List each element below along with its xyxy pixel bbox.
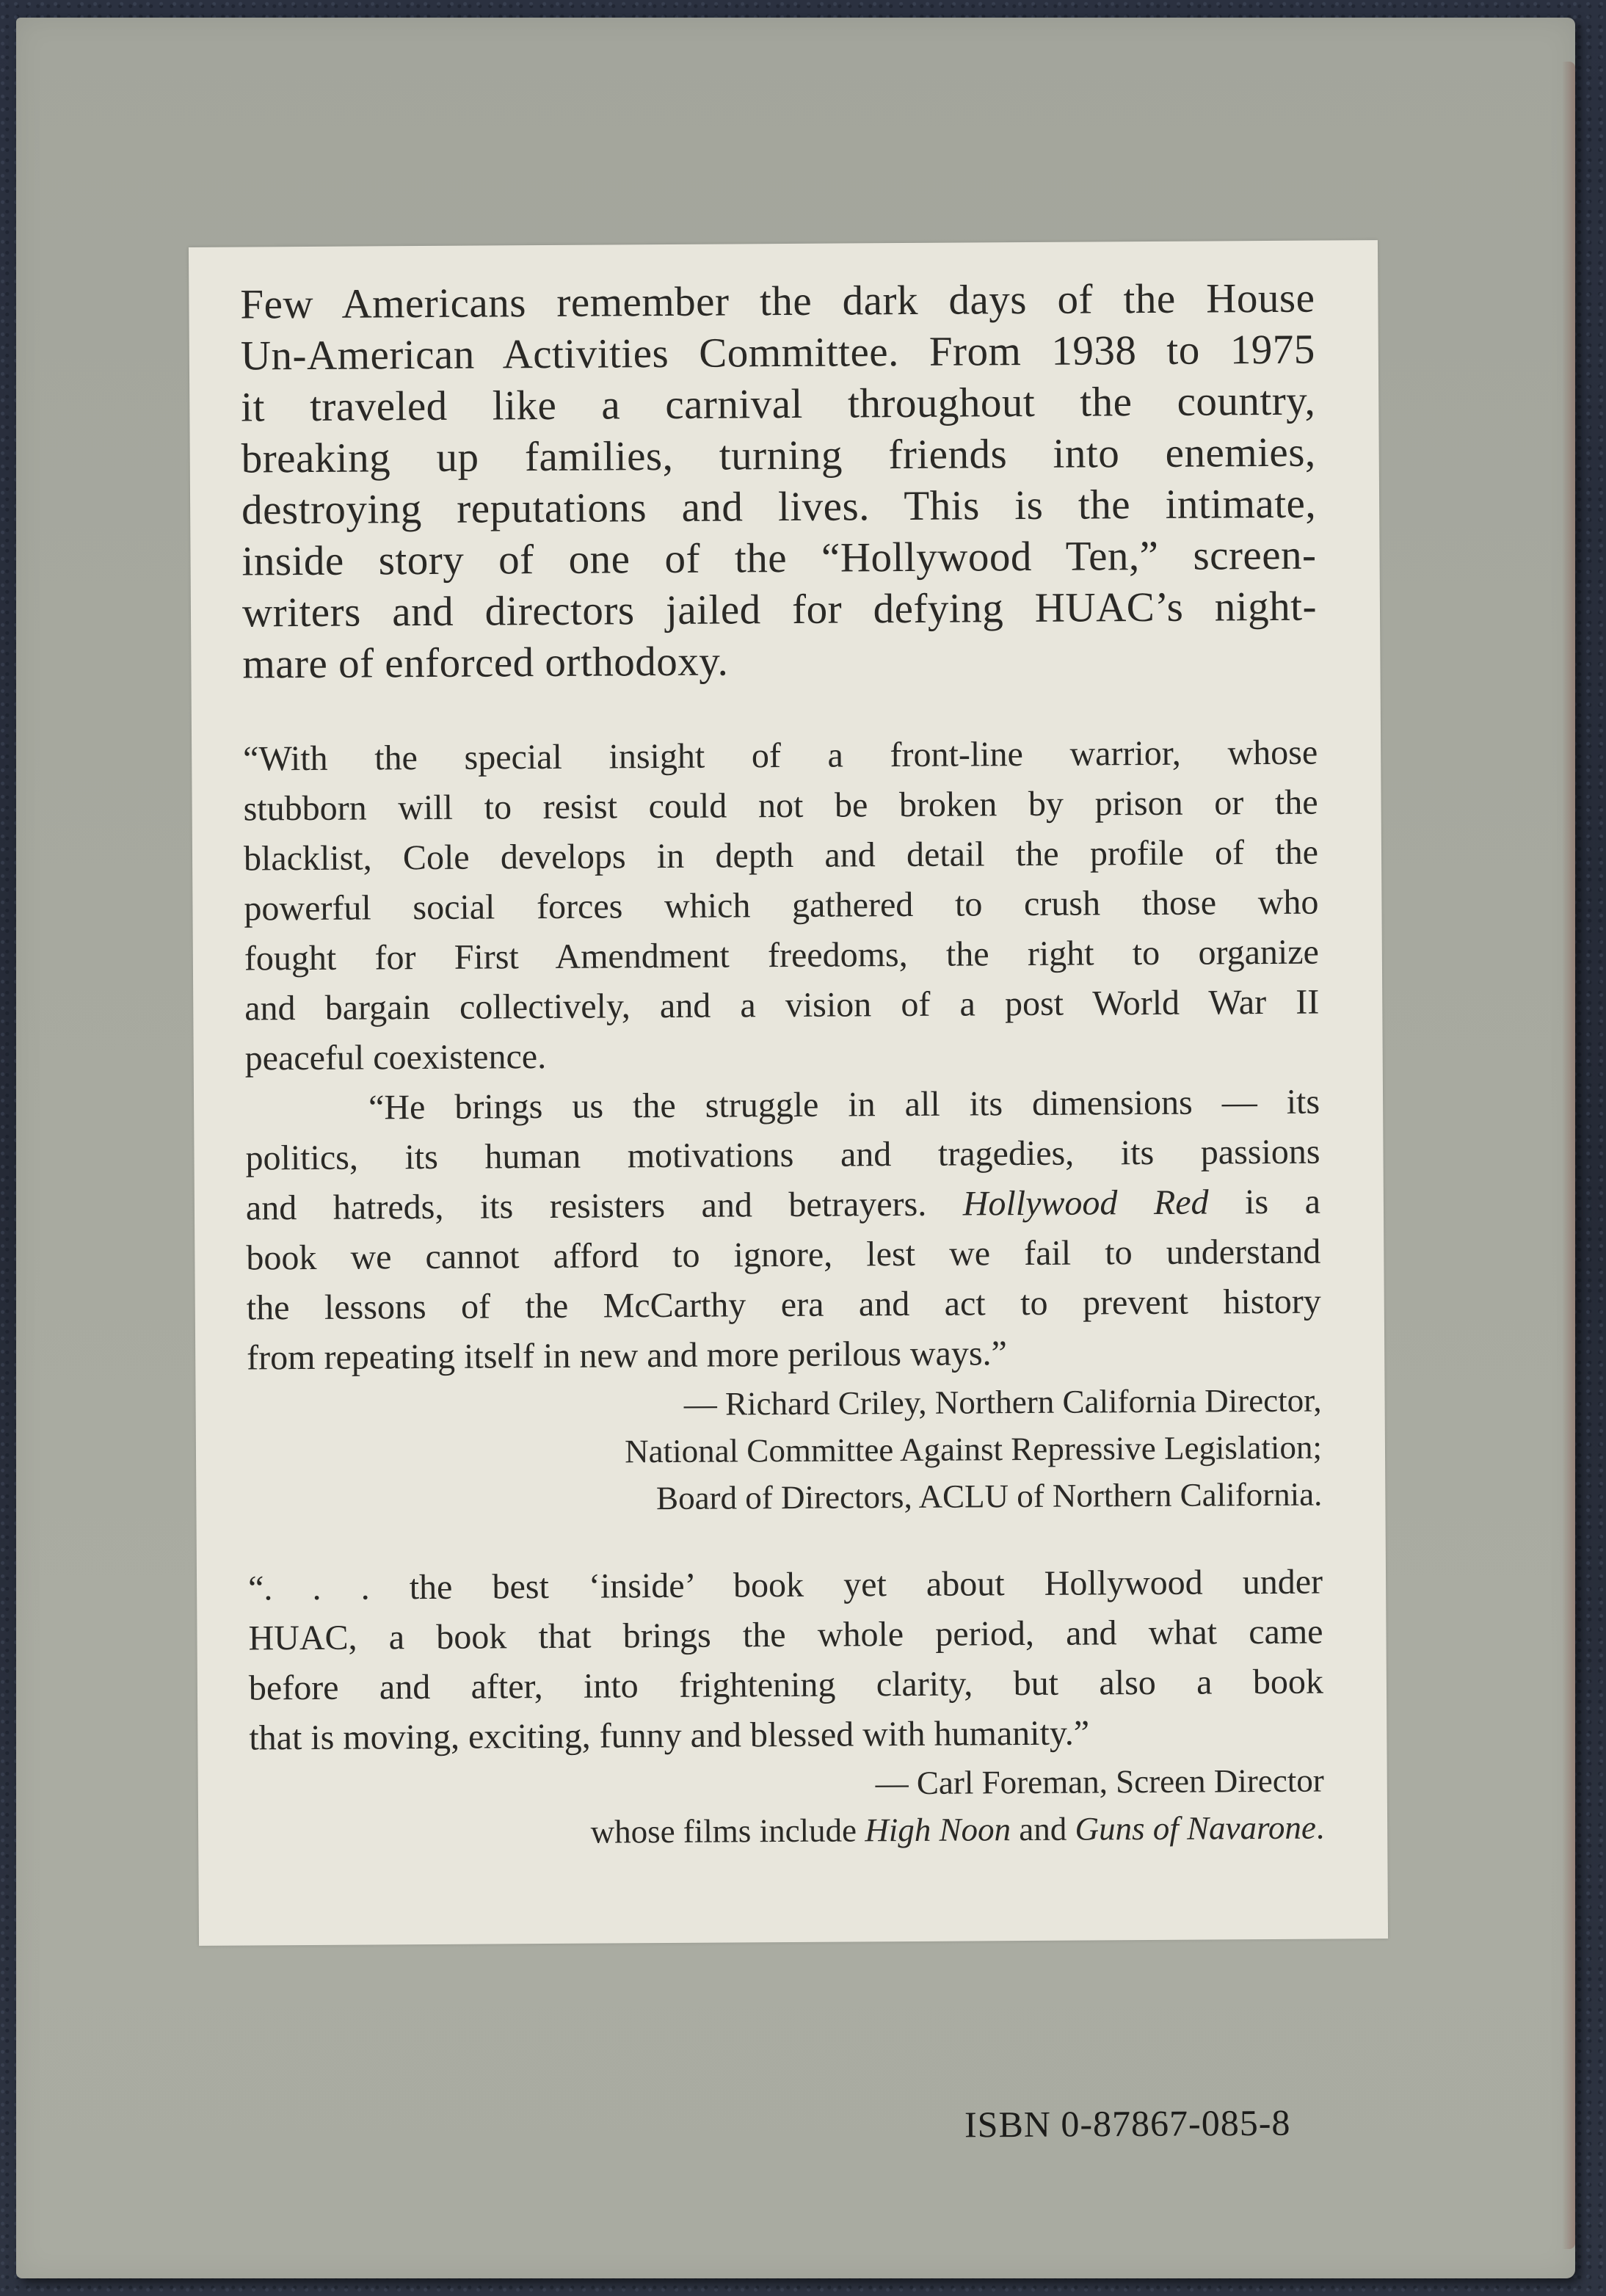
- quote-line: from repeating itself in new and more perilous ways.”: [247, 1334, 1008, 1378]
- quote-line: that is moving, exciting, funny and blessed with humanity.”: [249, 1713, 1090, 1758]
- intro-line: inside story of one of the “Hollywood Ten,” screen-: [241, 531, 1317, 585]
- attribution-text: whose films include: [590, 1812, 865, 1850]
- film-title-italic: High Noon: [865, 1811, 1011, 1849]
- attribution-text: and: [1010, 1810, 1075, 1848]
- quote-line: “With the special insight of a front-line warrior, whose: [243, 733, 1318, 779]
- quote-line: “. . . the best ‘inside’ book yet about Hollywood under: [247, 1562, 1323, 1608]
- intro-paragraph: [240, 273, 1317, 691]
- quote-line: “He brings us the struggle in all its dimensions — its: [368, 1082, 1320, 1127]
- quote-line: fought for First Amendment freedoms, the right to organize: [244, 932, 1320, 978]
- attribution-text: .: [1315, 1809, 1325, 1846]
- quote-line: stubborn will to resist could not be broken by prison or the: [243, 782, 1318, 829]
- film-title-italic: Guns of Navarone: [1075, 1809, 1317, 1848]
- intro-line: Few Americans remember the dark days of the House: [240, 275, 1315, 328]
- foreman-attribution: [250, 1804, 1324, 1858]
- quote-line: peaceful coexistence.: [244, 1037, 547, 1078]
- isbn-number: ISBN 0-87867-085-8: [964, 2101, 1291, 2146]
- foreman-attribution: — Carl Foreman, Screen Director: [875, 1762, 1324, 1802]
- blurb-panel: [189, 240, 1388, 1946]
- intro-line: it traveled like a carnival throughout the country,: [241, 377, 1316, 431]
- intro-line: Un-American Activities Committee. From 1938 to 1975: [240, 326, 1316, 379]
- criley-attribution: — Richard Criley, Northern California Director,: [683, 1381, 1322, 1423]
- intro-line: writers and directors jailed for defying HUAC’s night-: [241, 583, 1318, 636]
- quote-text: is a: [1208, 1182, 1321, 1222]
- quote-line: and bargain collectively, and a vision of a post World War II: [244, 982, 1320, 1028]
- book-back-cover: [16, 18, 1575, 2278]
- foreman-quote: [248, 1558, 1324, 1858]
- quote-line: the lessons of the McCarthy era and act to prevent history: [246, 1282, 1321, 1328]
- book-title-italic: Hollywood Red: [962, 1182, 1209, 1224]
- quote-line: [246, 1177, 1320, 1234]
- intro-line: breaking up families, turning friends into enemies,: [241, 429, 1316, 482]
- quote-text: and hatreds, its resisters and betrayers.: [245, 1184, 963, 1228]
- quote-line: blacklist, Cole develops in depth and detail the profile of the: [243, 832, 1319, 879]
- criley-attribution: Board of Directors, ACLU of Northern California.: [655, 1475, 1323, 1517]
- book-spine-edge: [1562, 62, 1575, 2249]
- intro-line: destroying reputations and lives. This is the intimate,: [241, 480, 1317, 534]
- quote-line: politics, its human motivations and tragedies, its passions: [245, 1132, 1320, 1178]
- quote-line: before and after, into frightening clarity, but also a book: [248, 1662, 1324, 1708]
- intro-line: mare of enforced orthodoxy.: [242, 638, 729, 688]
- quote-line: book we cannot afford to ignore, lest we fail to understand: [246, 1232, 1321, 1278]
- criley-attribution: National Committee Against Repressive Legislation;: [624, 1428, 1323, 1470]
- criley-quote: [243, 728, 1323, 1525]
- quote-line: powerful social forces which gathered to crush those who: [244, 882, 1319, 929]
- quote-line: HUAC, a book that brings the whole period, and what came: [248, 1612, 1323, 1658]
